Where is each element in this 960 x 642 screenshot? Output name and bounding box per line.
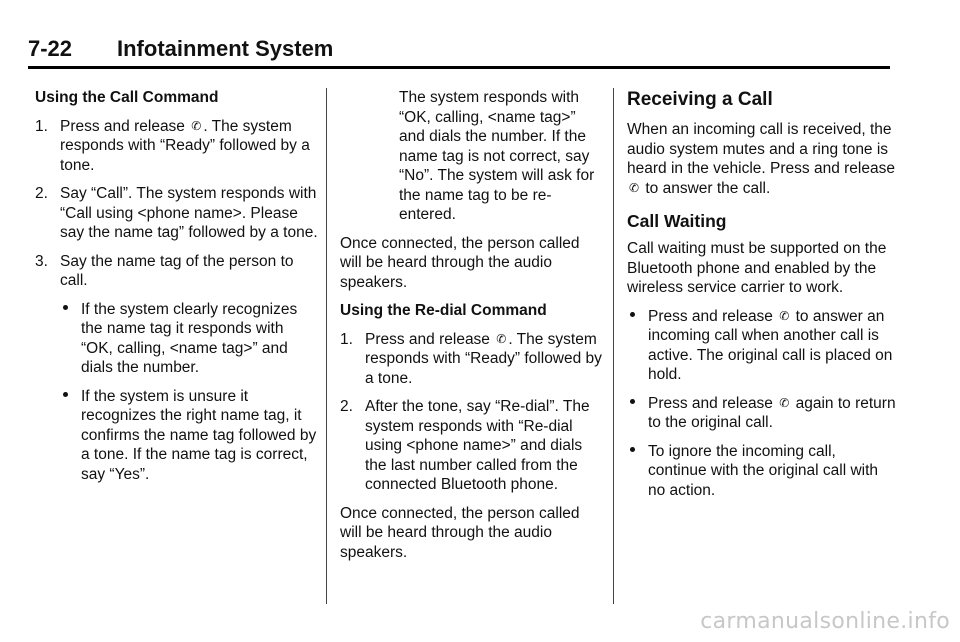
bullet-continuation: The system responds with “OK, calling, <name tag>” and dials the number. If the name tag is not correct, say “No”. The system will ask for the name tag to be re-entered.	[399, 89, 595, 223]
column-2	[340, 88, 605, 571]
paragraph: Once connected, the person called will be heard through the audio speakers.	[340, 234, 580, 291]
section-heading-redial-command: Using the Re-dial Command	[340, 302, 547, 319]
list-item: If the system is unsure it recognizes the right name tag, it confirms the name tag followed by a tone. If the name tag is correct, say “Yes”.	[60, 387, 318, 485]
heading-receiving-a-call: Receiving a Call	[627, 89, 773, 110]
step-1: 1. Press and release ✆ . The system responds with “Ready” followed by a tone.	[35, 117, 310, 174]
bullet-icon	[60, 387, 81, 485]
paragraph: When an incoming call is received, the audio system mutes and a ring tone is heard in the vehicle. Press and release ✆ to answer the call.	[627, 121, 895, 197]
phone-icon: ✆	[629, 180, 640, 195]
step-3: 3. Say the name tag of the person to call.	[35, 252, 294, 289]
watermark: carmanualsonline.info	[700, 609, 950, 634]
list-item: Press and release ✆ again to return to the original call.	[627, 394, 897, 433]
phone-icon: ✆	[779, 308, 790, 323]
bullet-icon	[627, 394, 648, 433]
page-number: 7-22	[28, 36, 73, 61]
column-3	[627, 88, 897, 509]
step-2: 2. After the tone, say “Re-dial”. The system responds with “Re-dial using <phone name>” and dials the last number called from the connected Bluetooth phone.	[340, 398, 590, 493]
paragraph: Once connected, the person called will be heard through the audio speakers.	[340, 504, 580, 561]
list-item: If the system clearly recognizes the name tag it responds with “OK, calling, <name tag>” and dials the number.	[60, 300, 318, 378]
step-3-bullets	[35, 300, 318, 485]
bullet-icon	[60, 300, 81, 378]
column-divider-1	[326, 88, 327, 604]
paragraph: Call waiting must be supported on the Bluetooth phone and enabled by the wireless service carrier to work.	[627, 240, 887, 296]
section-heading-call-command: Using the Call Command	[35, 89, 219, 106]
step-2: 2. Say “Call”. The system responds with “Call using <phone name>. Please say the name tag” followed by a tone.	[35, 185, 318, 241]
heading-call-waiting: Call Waiting	[627, 211, 727, 231]
phone-icon: ✆	[496, 331, 507, 346]
page-title: Infotainment System	[117, 36, 334, 61]
page-header	[28, 22, 890, 69]
step-1: 1. Press and release ✆ . The system responds with “Ready” followed by a tone.	[340, 330, 602, 387]
phone-icon: ✆	[779, 395, 790, 410]
bullet-icon	[627, 442, 648, 501]
bullet-icon	[627, 307, 648, 385]
column-divider-2	[613, 88, 614, 604]
column-1	[35, 88, 318, 493]
list-item: To ignore the incoming call, continue with the original call with no action.	[627, 442, 897, 501]
list-item: Press and release ✆ to answer an incoming call when another call is active. The original call is placed on hold.	[627, 307, 897, 385]
phone-icon: ✆	[191, 118, 202, 133]
